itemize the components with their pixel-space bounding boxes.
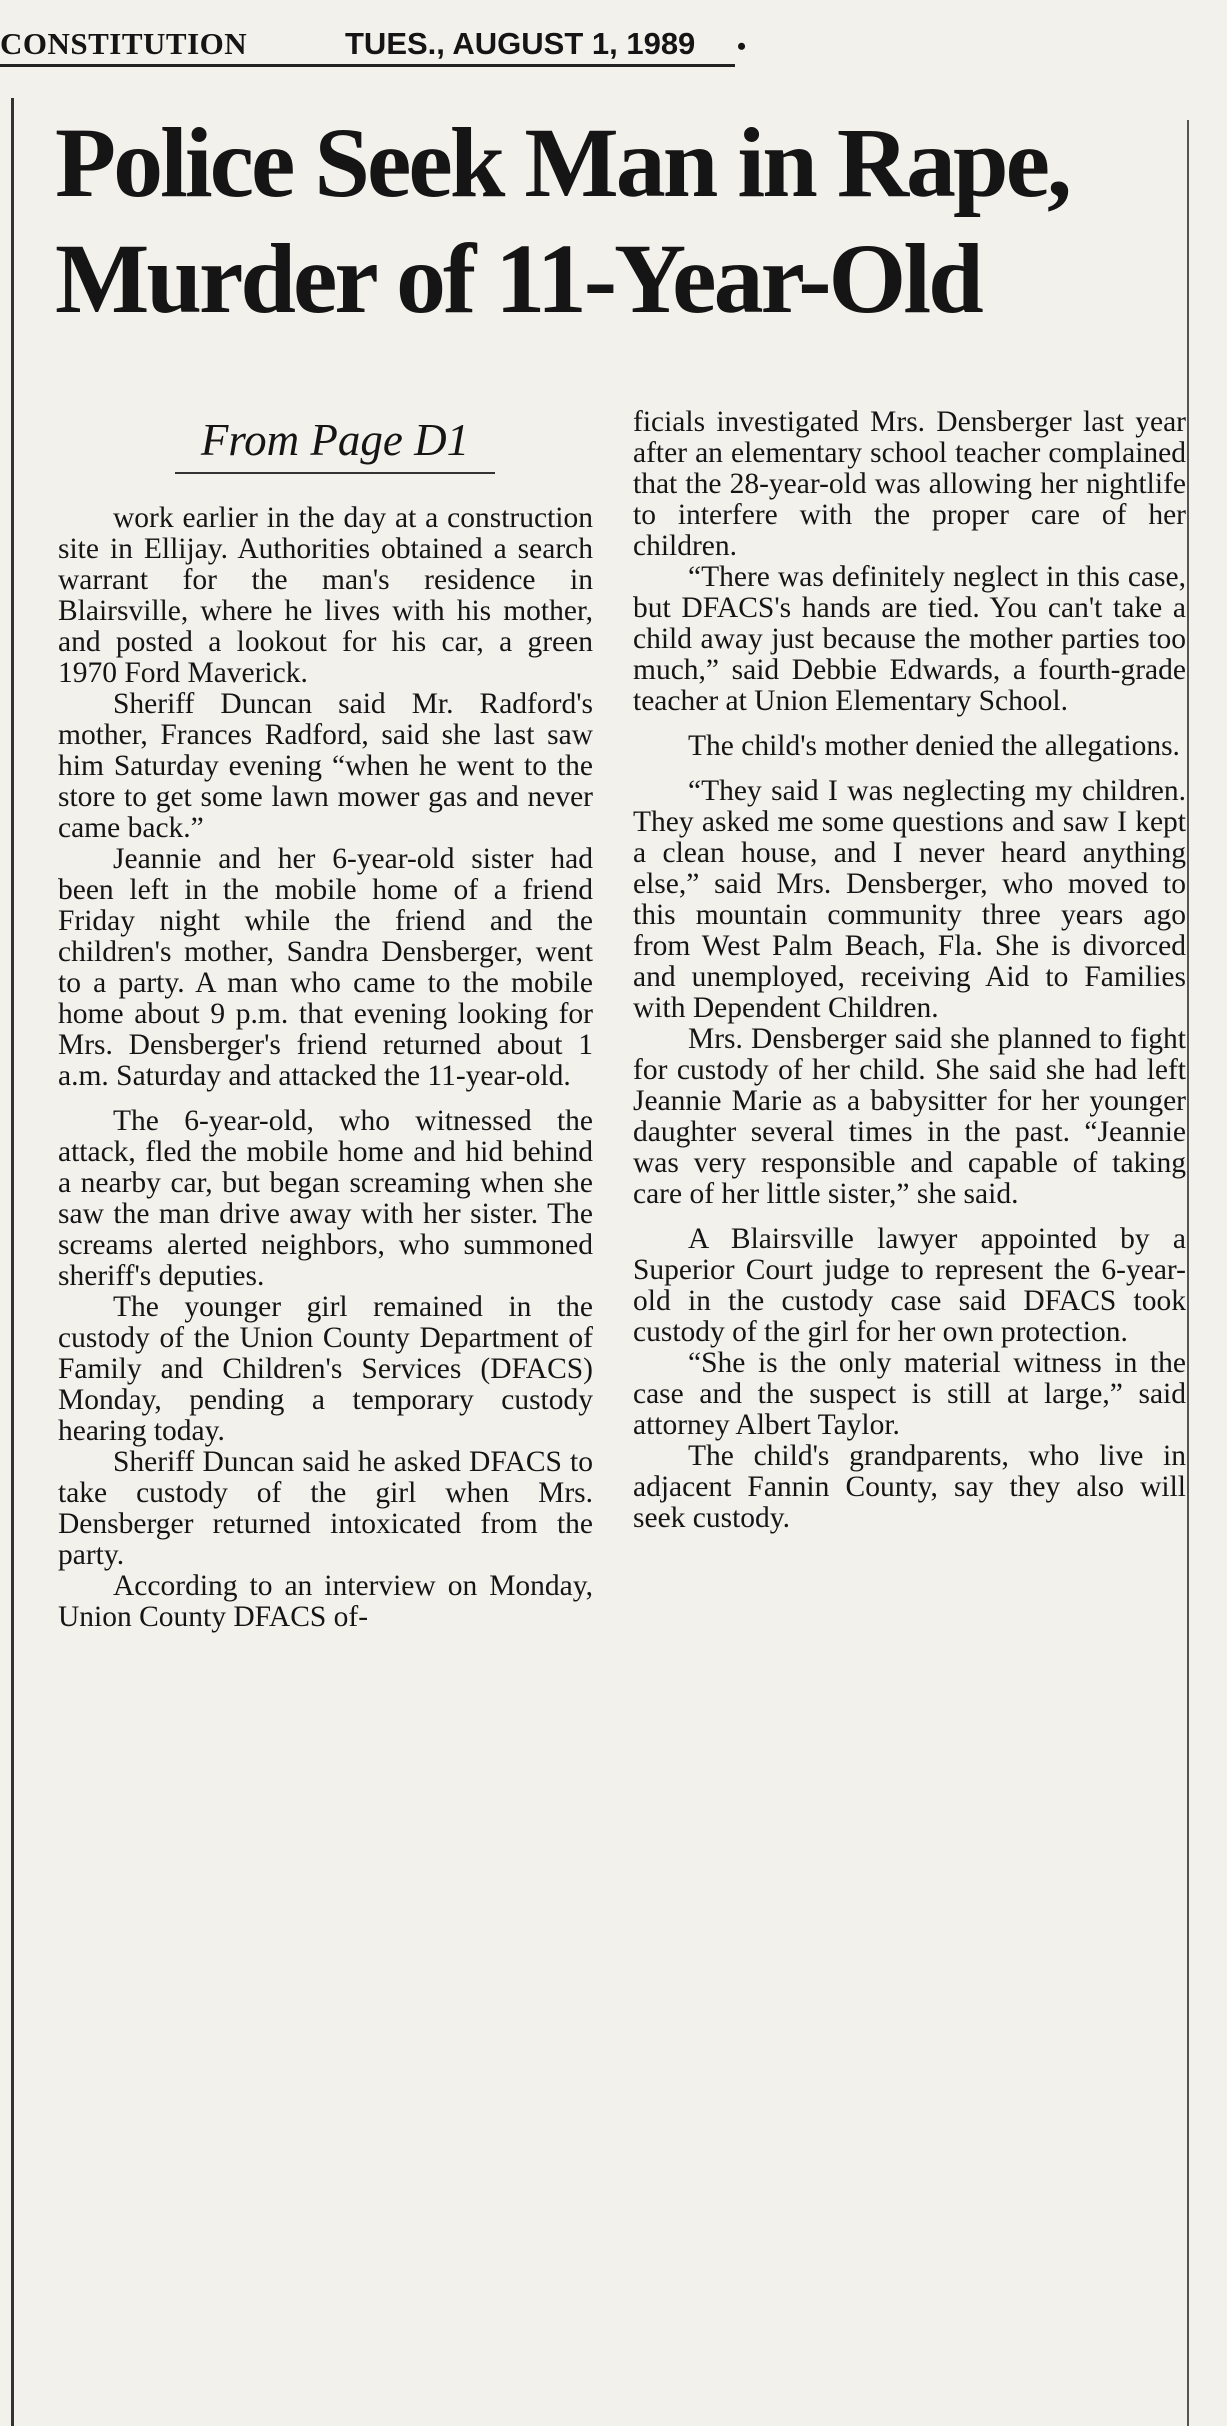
paragraph: “They said I was neglecting my children. They asked me some questions and saw I kept a clean house, and I never heard anything else,” said Mrs. Densberger, who moved to this mountain community three years ago from West Palm Beach, Fla. She is divorced and unemployed, receiving Aid to Families with Dependent Children. xyxy=(633,775,1186,1024)
paragraph: ficials investigated Mrs. Densberger last year after an elementary school teacher complained that the 28-year-old was allowing her nightlife to interfere with the proper care of her children. xyxy=(633,406,1186,562)
paragraph: Jeannie and her 6-year-old sister had been left in the mobile home of a friend Friday night while the friend and the children's mother, Sandra Densberger, went to a party. A man who came to the mobile home about 9 p.m. that evening looking for Mrs. Densberger's friend returned about 1 a.m. Saturday and attacked the 11-year-old. xyxy=(58,843,593,1092)
paragraph: According to an interview on Monday, Union County DFACS of- xyxy=(58,1570,593,1633)
paragraph: work earlier in the day at a construction site in Ellijay. Authorities obtained a search warrant for the man's residence in Blairsville, where he lives with his mother, and posted a lookout for his car, a green 1970 Ford Maverick. xyxy=(58,502,593,689)
headline-line-1: Police Seek Man in Rape, xyxy=(55,107,1070,218)
article-column-right xyxy=(633,407,1186,1534)
headline-line-2: Murder of 11-Year-Old xyxy=(55,223,981,334)
masthead-rule xyxy=(0,64,735,67)
paragraph: Sheriff Duncan said Mr. Radford's mother, Frances Radford, said she last saw him Saturday evening “when he went to the store to get some lawn mower gas and never came back.” xyxy=(58,688,593,844)
paragraph: “There was definitely neglect in this case, but DFACS's hands are tied. You can't take a child away just because the mother parties too much,” said Debbie Edwards, a fourth-grade teacher at Union Elementary School. xyxy=(633,561,1186,717)
paragraph: The child's mother denied the allegations. xyxy=(688,730,1180,762)
paragraph: The child's grandparents, who live in adjacent Fannin County, say they also will seek custody. xyxy=(633,1440,1186,1534)
paragraph: “She is the only material witness in the case and the suspect is still at large,” said attorney Albert Taylor. xyxy=(633,1347,1186,1441)
headline xyxy=(55,105,1165,337)
paragraph: Sheriff Duncan said he asked DFACS to take custody of the girl when Mrs. Densberger returned intoxicated from the party. xyxy=(58,1446,593,1571)
article-column-left xyxy=(58,503,593,1633)
paragraph: The 6-year-old, who witnessed the attack, fled the mobile home and hid behind a nearby car, but began screaming when she saw the man drive away with her sister. The screams alerted neighbors, who summoned sheriff's deputies. xyxy=(58,1105,593,1292)
paragraph: A Blairsville lawyer appointed by a Superior Court judge to represent the 6-year-old in the custody case said DFACS took custody of the girl for her own protection. xyxy=(633,1223,1186,1348)
paper-name: CONSTITUTION xyxy=(0,26,248,61)
left-column-rule xyxy=(11,98,14,2426)
paragraph: The younger girl remained in the custody of the Union County Department of Family and Children's Services (DFACS) Monday, pending a temporary custody hearing today. xyxy=(58,1291,593,1447)
jump-label: From Page D1 xyxy=(200,415,470,465)
issue-date: TUES., AUGUST 1, 1989 xyxy=(345,26,696,61)
jump-rule xyxy=(175,472,495,474)
right-column-rule xyxy=(1187,120,1189,2426)
bullet-mark: • xyxy=(737,32,747,61)
masthead xyxy=(0,26,1227,66)
paragraph: Mrs. Densberger said she planned to fight for custody of her child. She said she had left Jeannie Marie as a babysitter for her younger daughter several times in the past. “Jeannie was very responsible and capable of taking care of her little sister,” she said. xyxy=(633,1023,1186,1210)
